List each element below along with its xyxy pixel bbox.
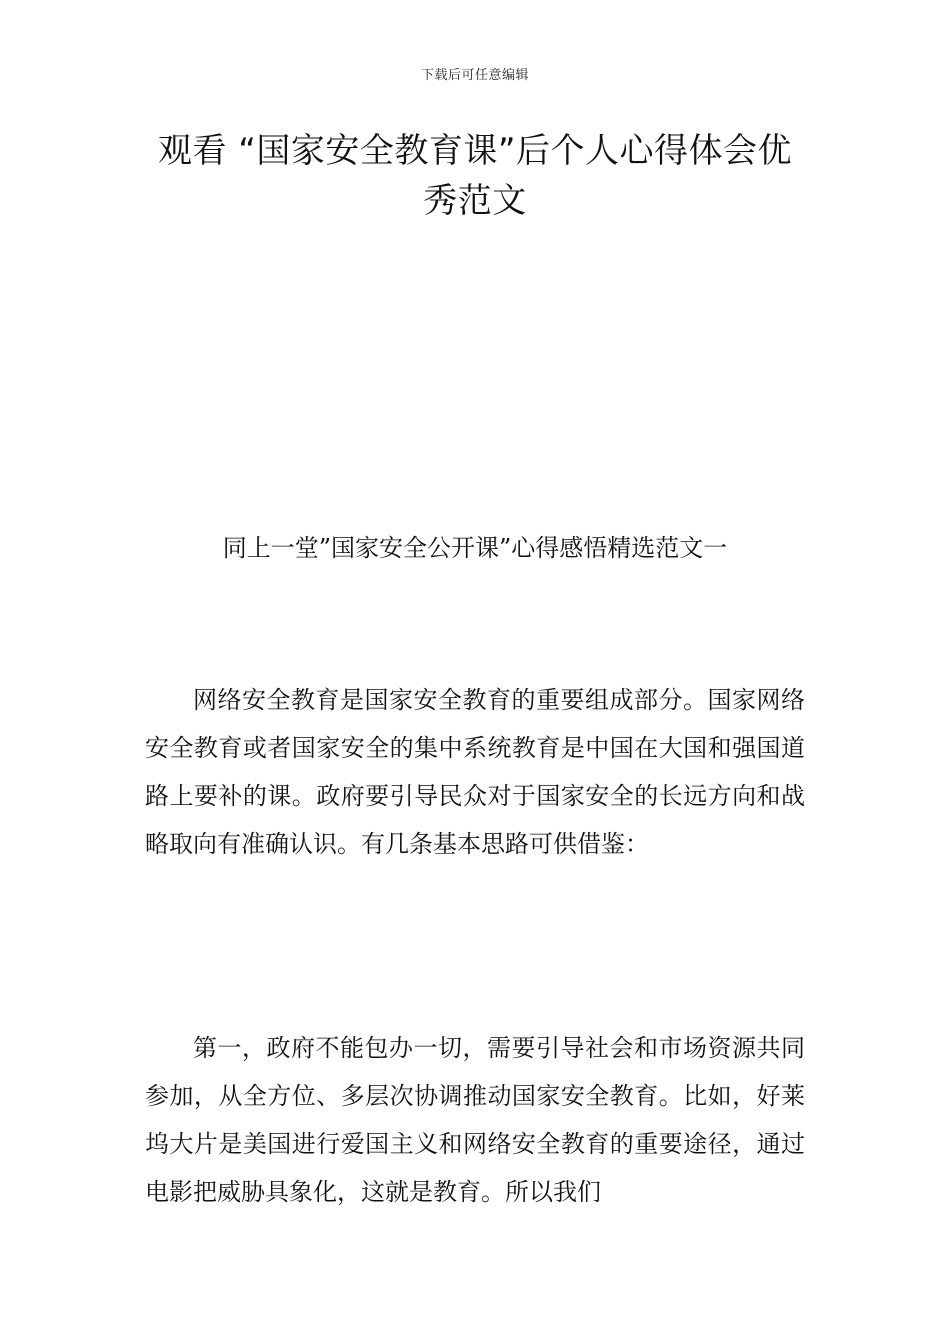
header-note: 下载后可任意编辑 bbox=[420, 68, 529, 83]
document-subtitle: 同上一堂”国家安全公开课”心得感悟精选范文一 bbox=[222, 534, 728, 562]
document-title: 观看 “国家安全教育课”后个人心得体会优秀范文 bbox=[157, 131, 793, 221]
paragraph-1: 网络安全教育是国家安全教育的重要组成部分。国家网络安全教育或者国家安全的集中系统教育是中国在大国和强国道路上要补的课。政府要引导民众对于国家安全的长远方向和战略取向有准确认识。有几条基本思路可供借鉴： bbox=[145, 686, 805, 858]
paragraph-2: 第一，政府不能包办一切，需要引导社会和市场资源共同参加，从全方位、多层次协调推动国家安全教育。比如，好莱坞大片是美国进行爱国主义和网络安全教育的重要途径，通过电影把威胁具象化，这就是教育。所以我们 bbox=[145, 1034, 805, 1206]
